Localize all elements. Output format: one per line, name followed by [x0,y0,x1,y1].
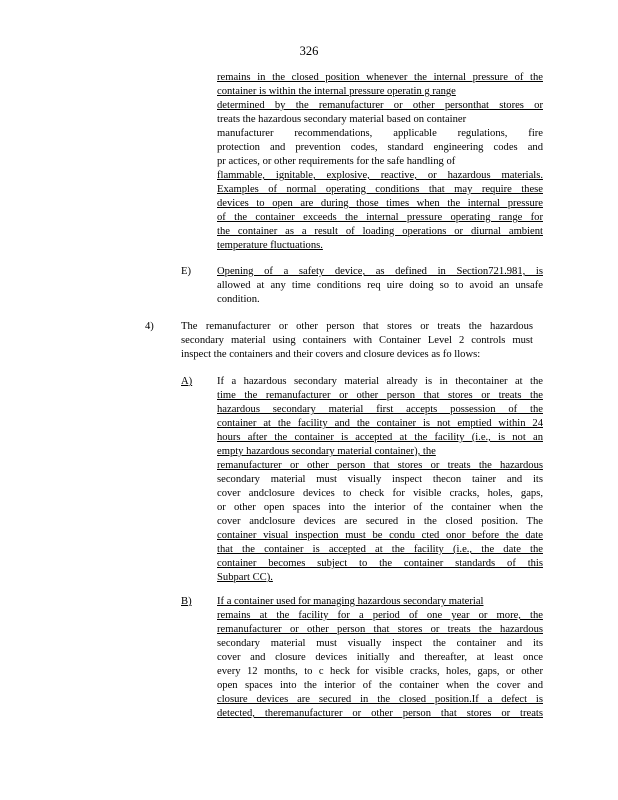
text-line: If a hazardous secondary material already is in thecontainer at the [217,376,543,387]
text-line: container becomes subject to the container standards of this [217,558,543,569]
text-line: time the remanufacturer or other person that stores or treats the [217,390,543,401]
text-line: cover and closure devices initially and thereafter, at least once [217,652,543,663]
text-line: If a container used for managing hazardous secondary material [217,596,484,607]
text-line: secondary material must visually inspect thecon tainer and its [217,474,543,485]
text-line: pr actices, or other requirements for the safe handling of [217,156,456,167]
text-line: treats the hazardous secondary material based on container [217,114,467,125]
text-line: remains in the closed position whenever the internal pressure of the [217,72,543,83]
text-line: secondary material must visually inspect the container and its [217,638,543,649]
item-b-marker: B) [181,596,192,607]
text-line: every 12 months, to c heck for visible cracks, holes, gaps, or other [217,666,543,677]
text-line: or other open spaces into the interior of the container when the [217,502,543,513]
text-line: cover andclosure devices to check for visible cracks, holes, gaps, [217,488,543,499]
text-line: cover andclosure devices are secured in the closed position. The [217,516,543,527]
text-line: of the container exceeds the internal pressure operating range for [217,212,543,223]
text-line: container visual inspection must be condu cted onor before the date [217,530,543,541]
text-line: Subpart CC). [217,572,273,583]
text-line: Opening of a safety device, as defined in Section721.981, is [217,266,543,277]
text-line: Examples of normal operating conditions that may require these [217,184,543,195]
text-line: inspect the containers and their covers and closure devices as fo llows: [181,349,481,360]
text-line: The remanufacturer or other person that stores or treats the hazardous [181,321,533,332]
text-line: secondary material using containers with Container Level 2 controls must [181,335,533,346]
text-line: remains at the facility for a period of one year or more, the [217,610,543,621]
text-line: hazardous secondary material first accepts possession of the [217,404,543,415]
text-line: container at the facility and the container is not emptied within 24 [217,418,543,429]
text-line: protection and prevention codes, standard engineering codes and [217,142,543,153]
text-line: open spaces into the interior of the container when the cover and [217,680,543,691]
text-line: container is within the internal pressure operatin g range [217,86,456,97]
page-number: 326 [299,44,319,58]
item-e-marker: E) [181,266,191,277]
text-line: flammable, ignitable, explosive, reactive, or hazardous materials. [217,170,543,181]
text-line: temperature fluctuations. [217,240,323,251]
text-line: devices to open are during those times when the internal pressure [217,198,543,209]
text-line: condition. [217,294,260,305]
text-line: remanufacturer or other person that stores or treats the hazardous [217,460,543,471]
text-line: remanufacturer or other person that stores or treats the hazardous [217,624,543,635]
text-line: the container as a result of loading operations or diurnal ambient [217,226,543,237]
item-4-marker: 4) [145,321,154,332]
text-line: hours after the container is accepted at the facility (i.e., is not an [217,432,543,443]
text-line: empty hazardous secondary material container), the [217,446,436,457]
item-a-marker: A) [181,376,193,387]
text-line: manufacturer recommendations, applicable regulations, fire [217,128,543,139]
text-line: that the container is accepted at the facility (i.e., the date the [217,544,543,555]
text-line: detected, theremanufacturer or other person that stores or treats [217,708,543,719]
text-line: closure devices are secured in the closed position.If a defect is [217,694,543,705]
text-line: determined by the remanufacturer or other personthat stores or [217,100,543,111]
text-line: allowed at any time conditions req uire doing so to avoid an unsafe [217,280,543,291]
